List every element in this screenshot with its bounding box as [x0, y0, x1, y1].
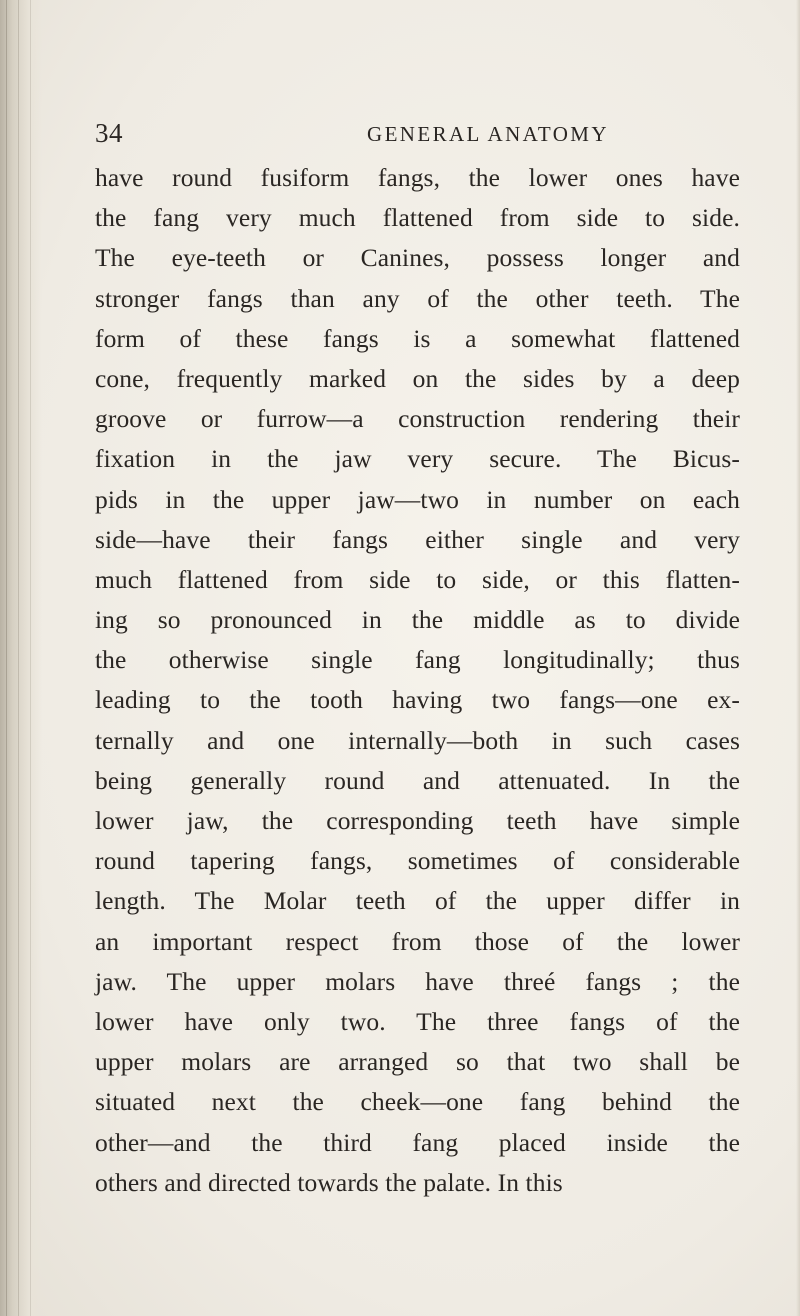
text-line: others and directed towards the palate. In this — [95, 1167, 563, 1197]
text-line: leading to the tooth having two fangs—one ex- — [95, 685, 740, 715]
running-head: GENERAL ANATOMY — [367, 122, 609, 146]
page-number: 34 — [95, 118, 123, 148]
text-line: side—have their fangs either single and very — [95, 524, 740, 554]
text-line: the fang very much flattened from side to side. — [95, 203, 740, 233]
text-line: The eye-teeth or Canines, possess longer and — [95, 243, 740, 273]
text-line: fixation in the jaw very secure. The Bicus- — [95, 444, 740, 474]
text-line: situated next the cheek—one fang behind the — [95, 1087, 740, 1117]
text-line: other—and the third fang placed inside the — [95, 1127, 740, 1157]
page-header — [95, 118, 737, 158]
text-line: jaw. The upper molars have threé fangs ; the — [95, 966, 740, 996]
gutter-edge-line — [30, 0, 31, 1316]
page-edge-shadow — [796, 0, 800, 1316]
text-line: round tapering fangs, sometimes of considerable — [95, 846, 740, 876]
text-line: form of these fangs is a somewhat flattened — [95, 323, 740, 353]
text-line: pids in the upper jaw—two in number on each — [95, 484, 740, 514]
text-line: stronger fangs than any of the other teeth. The — [95, 283, 740, 313]
text-line: cone, frequently marked on the sides by a deep — [95, 363, 740, 393]
body-text — [95, 158, 740, 1203]
text-line: length. The Molar teeth of the upper differ in — [95, 886, 740, 916]
text-line: groove or furrow—a construction rendering their — [95, 404, 740, 434]
text-line: the otherwise single fang longitudinally; thus — [95, 645, 740, 675]
gutter-edge-line — [18, 0, 19, 1316]
text-line: ternally and one internally—both in such cases — [95, 725, 740, 755]
text-line: an important respect from those of the lower — [95, 926, 740, 956]
text-line: being generally round and attenuated. In the — [95, 765, 740, 795]
text-line: ing so pronounced in the middle as to divide — [95, 605, 740, 635]
text-line: upper molars are arranged so that two shall be — [95, 1047, 740, 1077]
gutter-edge-line — [6, 0, 7, 1316]
text-line: much flattened from side to side, or this flatten- — [95, 564, 740, 594]
text-line: lower jaw, the corresponding teeth have simple — [95, 806, 740, 835]
text-line: have round fusiform fangs, the lower ones have — [95, 163, 740, 192]
text-line: lower have only two. The three fangs of the — [95, 1006, 740, 1036]
